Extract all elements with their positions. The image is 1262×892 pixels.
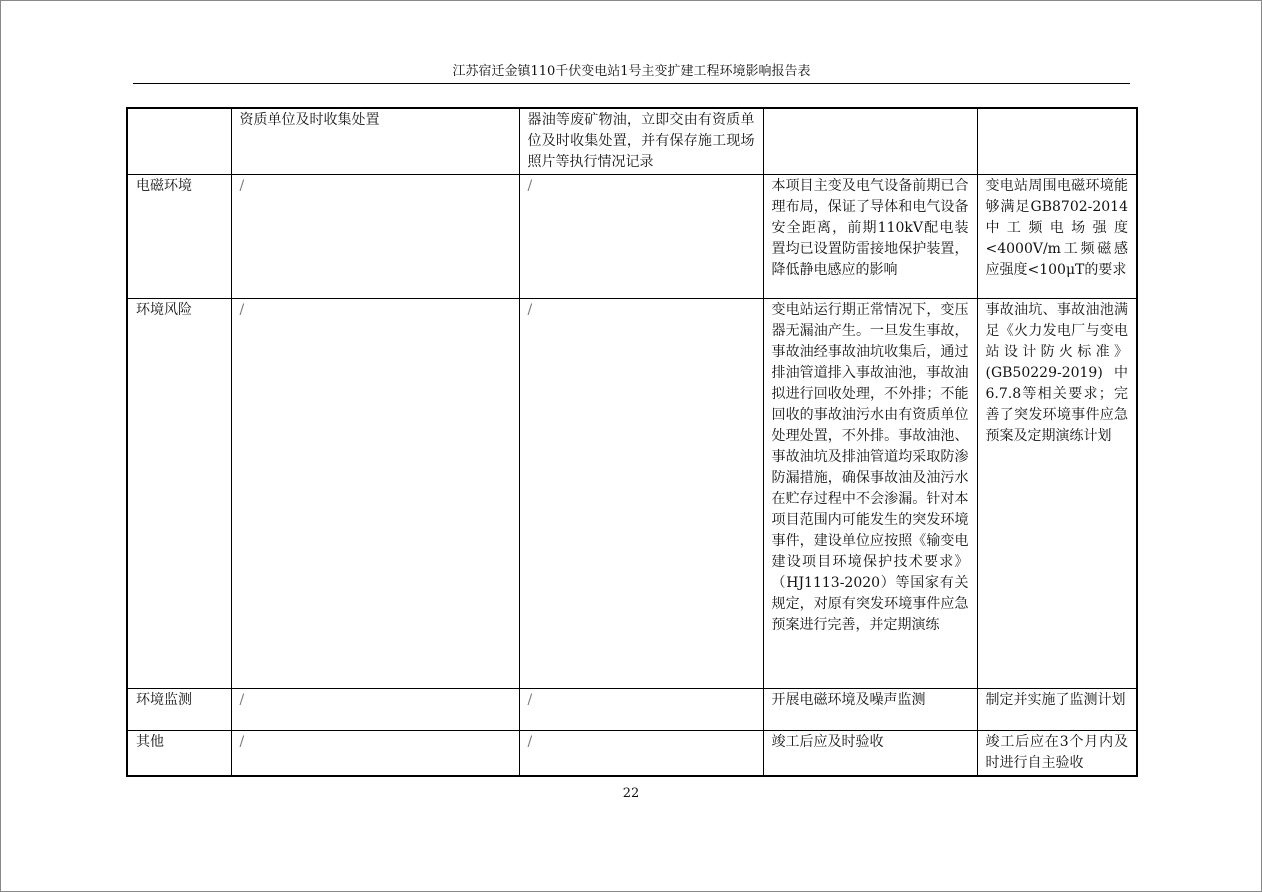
document-header-title: 江苏宿迁金镇110千伏变电站1号主变扩建工程环境影响报告表 (452, 64, 811, 79)
table-cell: 竣工后应及时验收 (763, 731, 977, 777)
table-cell: / (231, 731, 519, 777)
table-cell: 制定并实施了监测计划 (977, 689, 1137, 731)
header-rule (133, 83, 1130, 84)
category-cell (127, 108, 231, 175)
environmental-measures-table (126, 107, 1138, 777)
table-cell: 变电站周围电磁环境能够满足GB8702-2014中工频电场强度<4000V/m工频磁感应强度<100μT的要求 (977, 175, 1137, 299)
table-cell: 器油等废矿物油，立即交由有资质单位及时收集处置，并有保存施工现场照片等执行情况记录 (519, 108, 763, 175)
table-cell: / (231, 299, 519, 689)
table-cell: 竣工后应在3个月内及时进行自主验收 (977, 731, 1137, 777)
category-cell: 环境风险 (127, 299, 231, 689)
category-cell: 电磁环境 (127, 175, 231, 299)
table-row (127, 299, 1137, 689)
category-cell: 其他 (127, 731, 231, 777)
table-cell: 事故油坑、事故油池满足《火力发电厂与变电站设计防火标准》(GB50229-2019)中6.7.8等相关要求；完善了突发环境事件应急预案及定期演练计划 (977, 299, 1137, 689)
table-row (127, 731, 1137, 777)
table-cell (763, 108, 977, 175)
table-cell: / (519, 299, 763, 689)
table-cell: 开展电磁环境及噪声监测 (763, 689, 977, 731)
table-cell: / (519, 175, 763, 299)
table-cell: / (231, 175, 519, 299)
table-cell: 本项目主变及电气设备前期已合理布局，保证了导体和电气设备安全距离，前期110kV配电装置均已设置防雷接地保护装置，降低静电感应的影响 (763, 175, 977, 299)
category-cell: 环境监测 (127, 689, 231, 731)
table-row (127, 689, 1137, 731)
page-number: 22 (622, 786, 640, 801)
table-cell: 资质单位及时收集处置 (231, 108, 519, 175)
table-cell: / (519, 689, 763, 731)
table-cell: / (231, 689, 519, 731)
table-cell: / (519, 731, 763, 777)
table-cell: 变电站运行期正常情况下，变压器无漏油产生。一旦发生事故，事故油经事故油坑收集后，通过排油管道排入事故油池，事故油拟进行回收处理，不外排；不能回收的事故油污水由有资质单位处理处置，不外排。事故油池、事故油坑及排油管道均采取防渗防漏措施，确保事故油及油污水在贮存过程中不会渗漏。针对本项目范围内可能发生的突发环境事件，建设单位应按照《输变电建设项目环境保护技术要求》（HJ1113-2020）等国家有关规定，对原有突发环境事件应急预案进行完善，并定期演练 (763, 299, 977, 689)
table-row (127, 108, 1137, 175)
table-cell (977, 108, 1137, 175)
table-row (127, 175, 1137, 299)
